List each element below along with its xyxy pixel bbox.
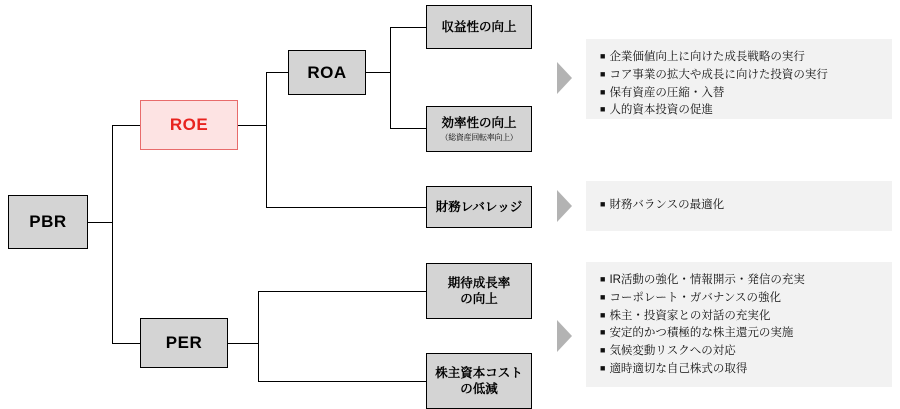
node-pbr[interactable]	[8, 195, 88, 249]
list-item: ■ 企業価値向上に向けた成長戦略の実行	[600, 49, 878, 67]
node-roe[interactable]	[140, 100, 238, 150]
node-roe-label: ROE	[169, 115, 209, 134]
node-growth[interactable]	[426, 263, 532, 319]
node-pbr-label: PBR	[29, 212, 67, 231]
node-efficiency-note: （総資産回転率向上）	[440, 132, 518, 142]
connector-roa-branch-vertical	[390, 27, 391, 128]
panel-leverage-measures	[586, 181, 892, 231]
panel-per-measures	[586, 262, 892, 387]
connector-roe-branch-vertical	[266, 72, 267, 207]
arrow-icon-roa	[557, 62, 572, 94]
panel-per-list	[600, 272, 878, 379]
list-item: ■ IR活動の強化・情報開示・発信の充実	[600, 272, 878, 290]
list-item: ■ 気候変動リスクへの対応	[600, 343, 878, 361]
node-leverage-label: 財務レバレッジ	[435, 199, 523, 214]
connector-per-branch-vertical	[258, 291, 259, 381]
arrow-icon-leverage	[557, 190, 572, 222]
connector-branch-growth	[258, 291, 426, 292]
connector-roe-branch	[238, 125, 266, 126]
connector-branch-efficiency	[390, 128, 426, 129]
node-per[interactable]	[140, 318, 228, 368]
connector-trunk-vertical	[112, 125, 113, 343]
connector-branch-leverage	[266, 207, 426, 208]
node-roa-label: ROA	[307, 62, 347, 82]
panel-roa-list	[600, 49, 878, 120]
node-per-label: PER	[165, 333, 203, 352]
connector-trunk-roe	[112, 125, 140, 126]
list-item: ■ コーポレート・ガバナンスの強化	[600, 290, 878, 308]
list-item: ■ 保有資産の圧縮・入替	[600, 85, 878, 103]
node-leverage[interactable]	[426, 186, 532, 228]
connector-per-branch	[228, 343, 258, 344]
connector-branch-cost	[258, 381, 426, 382]
panel-roa-measures	[586, 39, 892, 119]
panel-leverage-list	[600, 197, 724, 215]
node-efficiency-label: 効率性の向上	[441, 115, 517, 130]
node-roa[interactable]	[288, 50, 366, 95]
list-item: ■ 適時適切な自己株式の取得	[600, 361, 878, 379]
node-profitability[interactable]	[426, 5, 532, 49]
node-cost[interactable]	[426, 353, 532, 409]
list-item: ■ 株主・投資家との対話の充実化	[600, 308, 878, 326]
connector-branch-profitability	[390, 27, 426, 28]
node-profitability-label: 収益性の向上	[441, 19, 517, 34]
node-growth-label-line2: の向上	[460, 292, 498, 306]
list-item: ■ 安定的かつ積極的な株主還元の実施	[600, 325, 878, 343]
node-cost-label-line2: の低減	[460, 382, 498, 396]
node-cost-label-line1: 株主資本コスト	[435, 365, 523, 380]
node-efficiency[interactable]	[426, 106, 532, 152]
arrow-icon-per	[557, 320, 572, 352]
list-item: ■ 人的資本投資の促進	[600, 102, 878, 120]
connector-roa-branch	[366, 72, 390, 73]
connector-branch-roa	[266, 72, 288, 73]
list-item: ■ 財務バランスの最適化	[600, 197, 724, 215]
list-item: ■ コア事業の拡大や成長に向けた投資の実行	[600, 67, 878, 85]
connector-trunk-per	[112, 343, 140, 344]
connector-pbr-trunk	[88, 222, 112, 223]
node-growth-label-line1: 期待成長率	[447, 275, 511, 290]
